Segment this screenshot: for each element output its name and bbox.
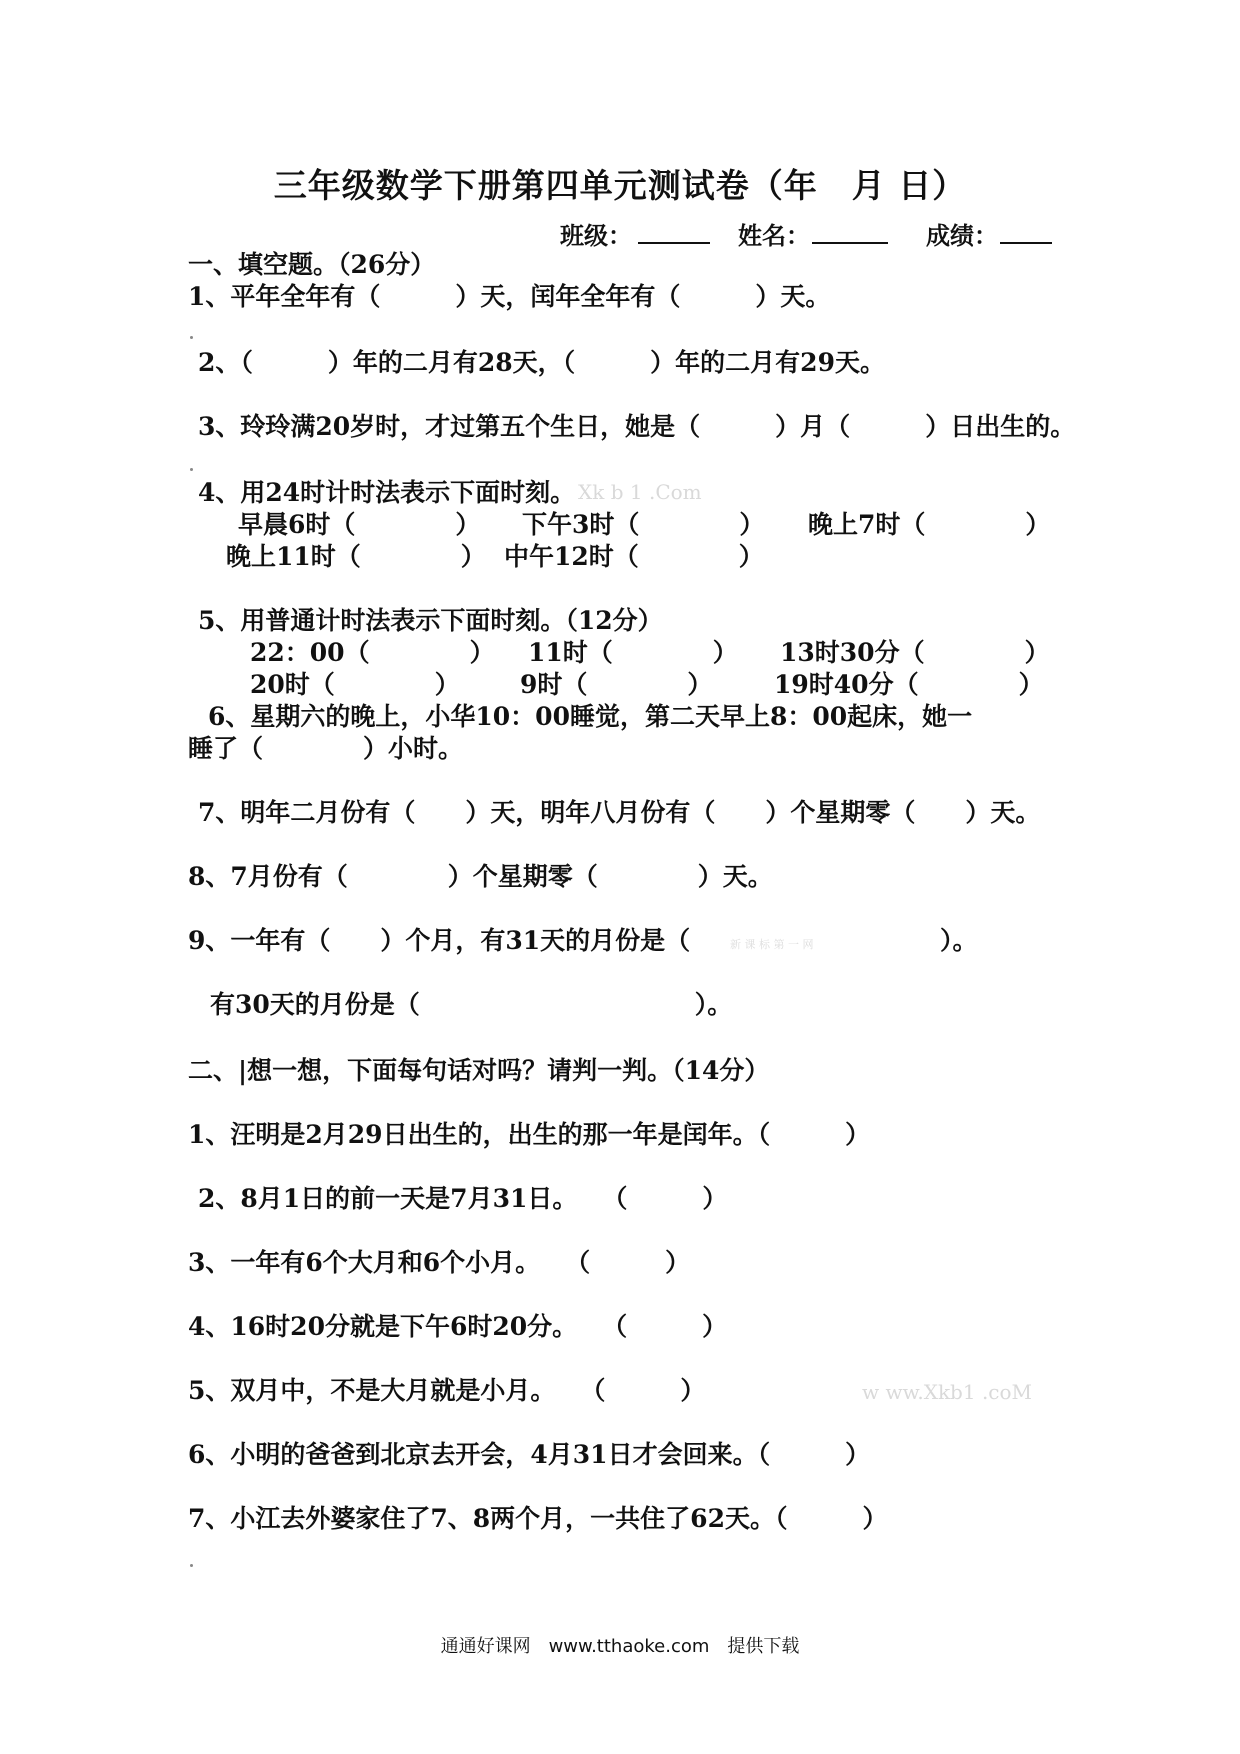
score-blank[interactable] <box>1000 242 1052 244</box>
q5-item-b: 11时（ ） <box>528 638 738 667</box>
q5-item-f: 19时40分（ ） <box>774 670 1044 699</box>
judge-item-7: 7、小江去外婆家住了7、8两个月，一共住了62天。（ ） <box>188 1504 888 1533</box>
judge-item-1: 1、汪明是2月29日出生的，出生的那一年是闰年。（ ） <box>188 1120 871 1149</box>
q4-item-b: 下午3时（ ） <box>522 510 765 539</box>
question-9-line1-start: 9、一年有（ ）个月，有31天的月份是（ <box>188 926 691 955</box>
question-8: 8、7月份有（ ）个星期零（ ）天。 <box>188 862 773 891</box>
q4-item-d: 晚上11时（ ） <box>226 542 486 571</box>
scan-speck <box>190 336 193 339</box>
judge-item-4: 4、16时20分就是下午6时20分。 （ ） <box>188 1312 728 1341</box>
scan-speck <box>190 468 193 471</box>
question-9-line1-end: ）。 <box>940 926 978 955</box>
question-6-line1: 6、星期六的晚上，小华10：00睡觉，第二天早上8：00起床，她一 <box>208 702 973 731</box>
question-4: 4、用24时计时法表示下面时刻。 <box>198 478 576 507</box>
question-6-line2: 睡了（ ）小时。 <box>188 734 464 763</box>
judge-item-5: 5、双月中，不是大月就是小月。 （ ） <box>188 1376 706 1405</box>
question-3: 3、玲玲满20岁时，才过第五个生日，她是（ ）月（ ）日出生的。 <box>198 412 1076 441</box>
q5-item-e: 9时（ ） <box>520 670 713 699</box>
q4-item-e: 中午12时（ ） <box>504 542 764 571</box>
page-title: 三年级数学下册第四单元测试卷（年 月 日） <box>273 166 967 205</box>
q4-item-a: 早晨6时（ ） <box>238 510 481 539</box>
judge-item-3: 3、一年有6个大月和6个小月。 （ ） <box>188 1248 691 1277</box>
watermark-xinkebiao: 新 课 标 第 一 网 <box>730 938 814 951</box>
name-label: 姓名： <box>738 221 810 250</box>
question-2: 2、（ ）年的二月有28天，（ ）年的二月有29天。 <box>198 348 885 377</box>
name-blank[interactable] <box>812 242 888 244</box>
watermark-xkb1-com: w ww.Xkb1 .coM <box>862 1380 1033 1404</box>
section1-heading: 一、填空题。（26分） <box>188 250 436 279</box>
class-label: 班级： <box>560 221 632 250</box>
judge-item-2: 2、8月1日的前一天是7月31日。 （ ） <box>198 1184 728 1213</box>
q5-item-a: 22：00（ ） <box>250 638 495 667</box>
question-9-line2: 有30天的月份是（ ）。 <box>210 990 733 1019</box>
score-label: 成绩： <box>926 221 998 250</box>
section2-heading: 二、|想一想，下面每句话对吗？请判一判。（14分） <box>188 1056 770 1085</box>
watermark-xkb1: Xk b 1 .Com <box>578 480 702 504</box>
judge-item-6: 6、小明的爸爸到北京去开会，4月31日才会回来。（ ） <box>188 1440 871 1469</box>
question-1: 1、平年全年有（ ）天，闰年全年有（ ）天。 <box>188 282 831 311</box>
question-7: 7、明年二月份有（ ）天，明年八月份有（ ）个星期零（ ）天。 <box>198 798 1041 827</box>
question-5: 5、用普通计时法表示下面时刻。（12分） <box>198 606 663 635</box>
scan-speck <box>190 1564 193 1567</box>
q4-item-c: 晚上7时（ ） <box>808 510 1051 539</box>
footer-source: 通通好课网 www.tthaoke.com 提供下载 <box>440 1636 800 1657</box>
q5-item-d: 20时（ ） <box>250 670 460 699</box>
q5-item-c: 13时30分（ ） <box>780 638 1050 667</box>
class-blank[interactable] <box>638 242 710 244</box>
